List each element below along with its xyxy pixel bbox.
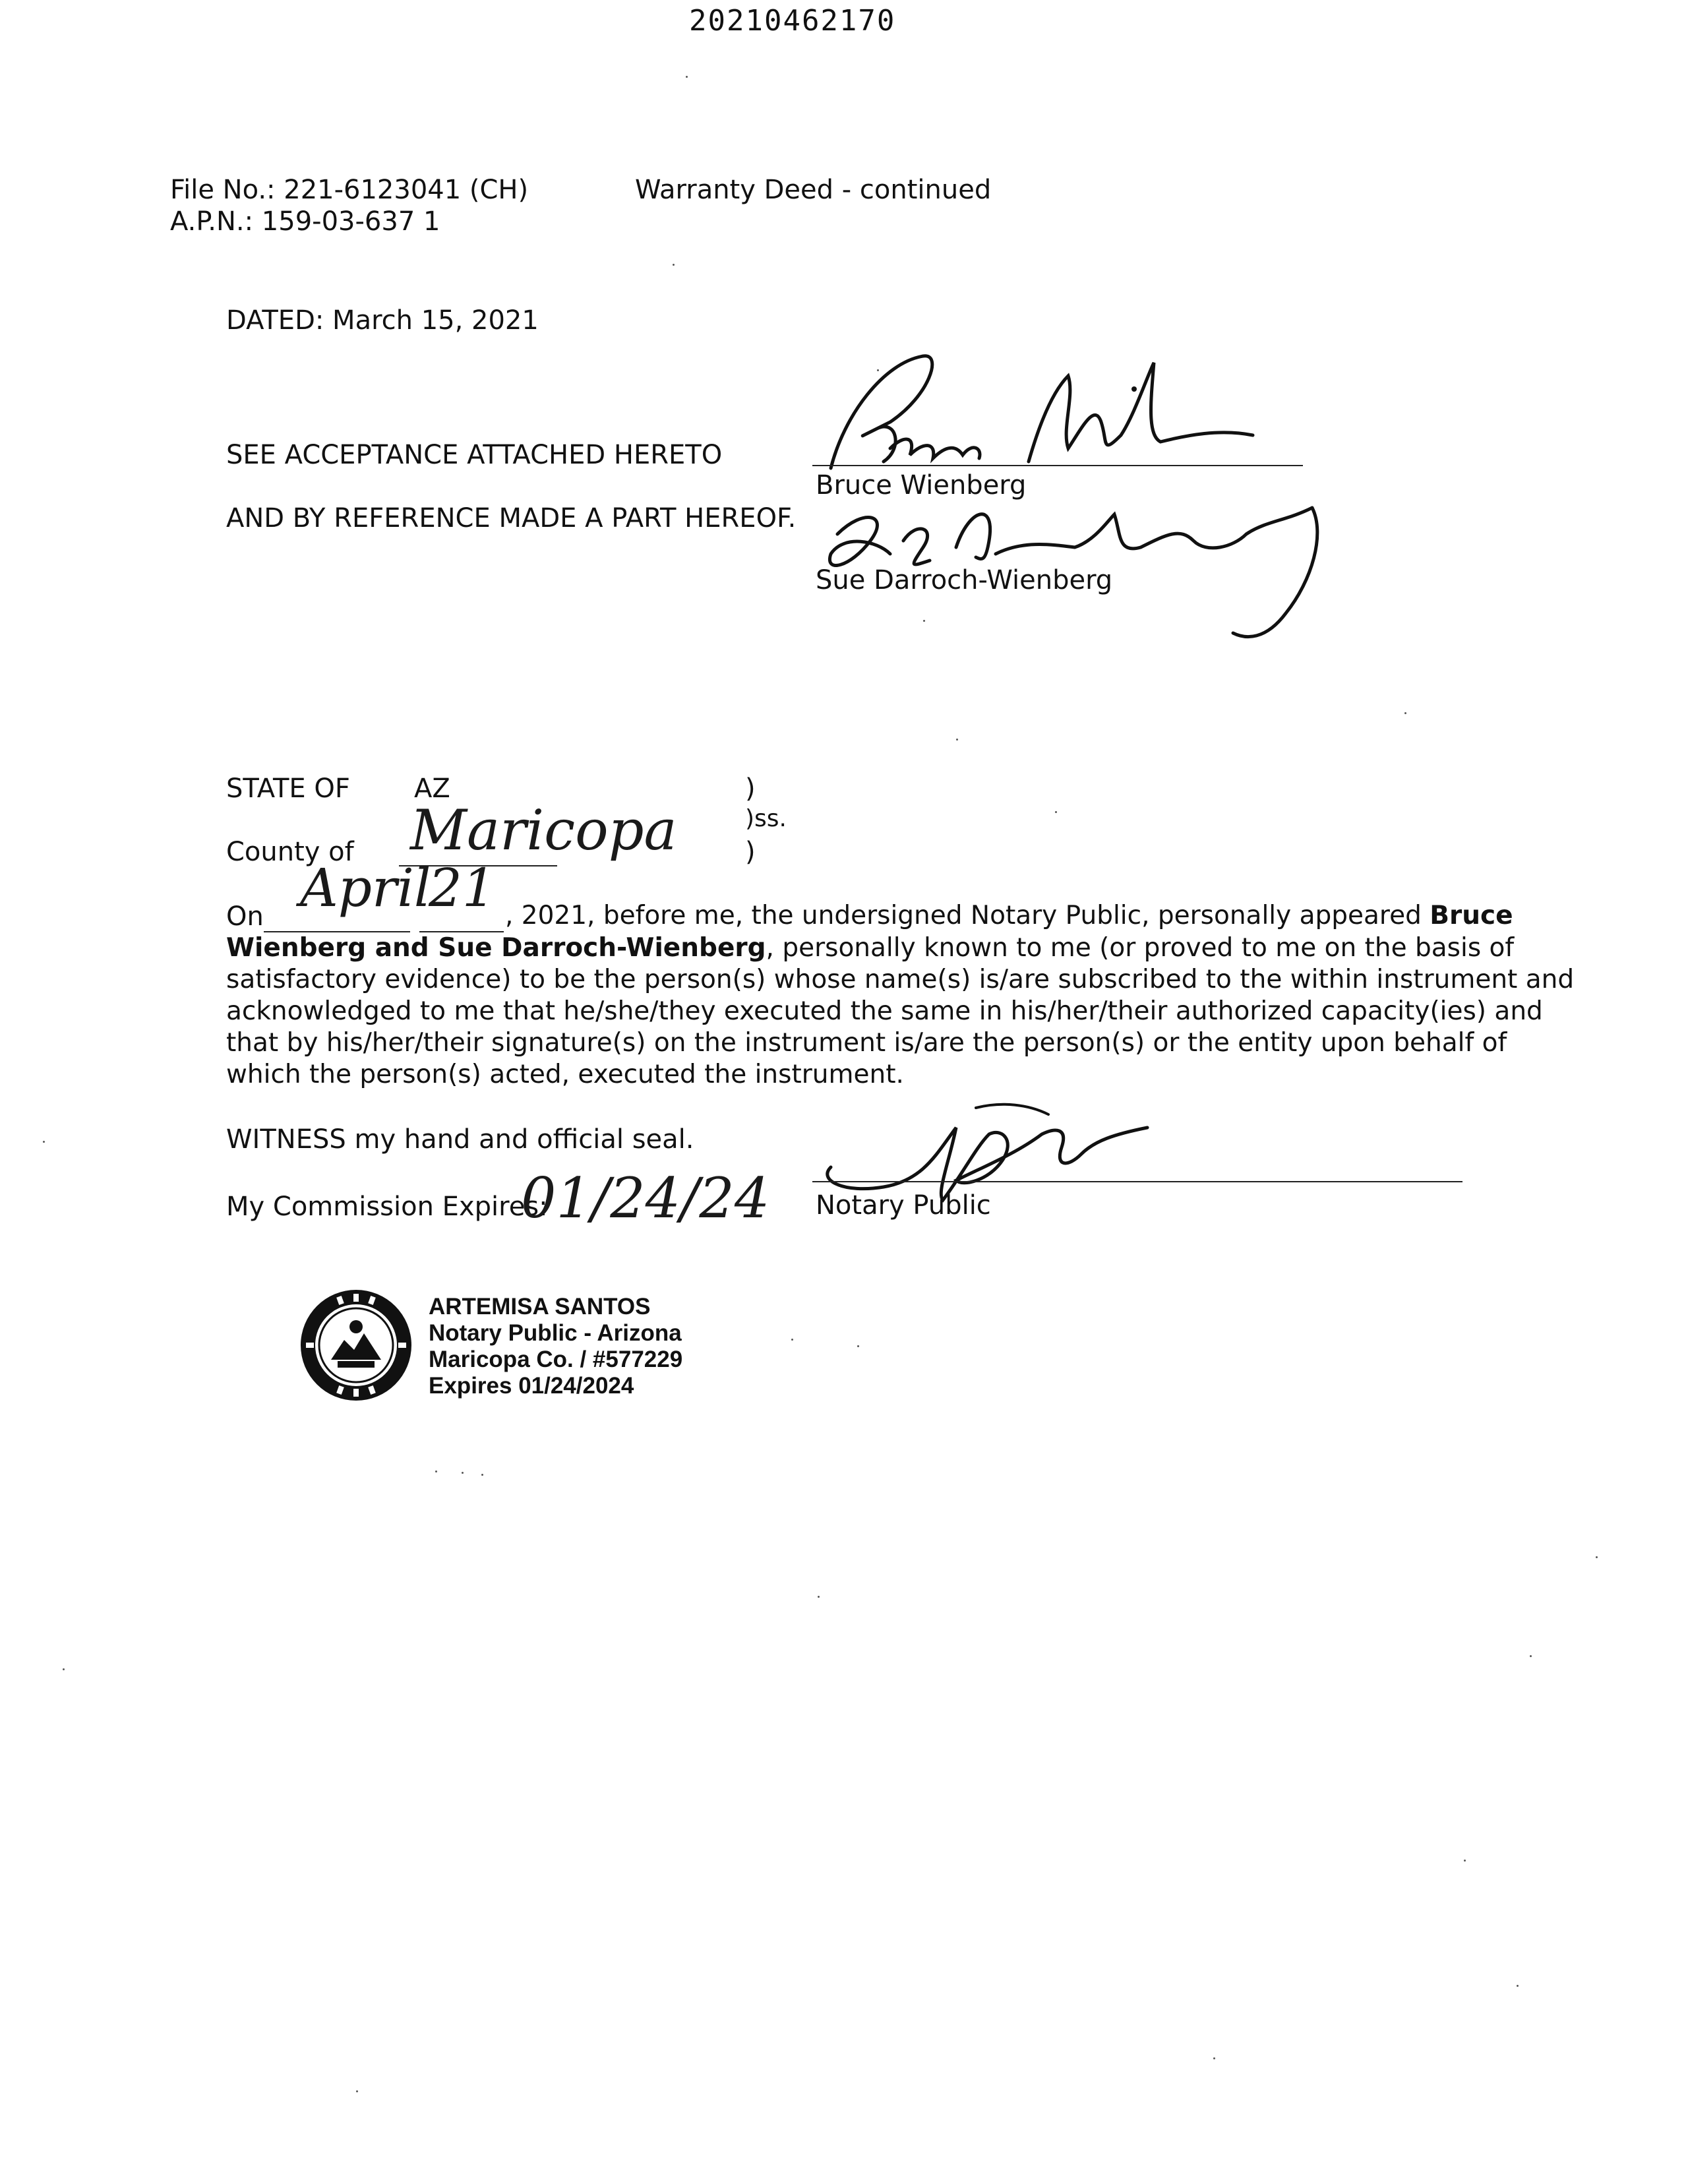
signer2-name: Sue Darroch-Wienberg: [816, 565, 1113, 595]
venue-paren-1: ): [745, 774, 756, 804]
on-label: On: [226, 901, 264, 932]
ack-line-2-bold: Wienberg and Sue Darroch-Wienberg: [226, 933, 766, 963]
venue-paren-3: ): [745, 837, 756, 867]
state-label: STATE OF: [226, 774, 350, 804]
county-label: County of: [226, 837, 354, 867]
ack-line-5: that by his/her/their signature(s) on the instrument is/are the person(s) or the entity upon behalf of: [226, 1028, 1507, 1058]
ack-line-1: [505, 901, 1513, 932]
apn-number: A.P.N.: 159-03-637 1: [170, 206, 440, 237]
commission-date-handwritten: 01/24/24: [521, 1166, 770, 1230]
notary-public-label: Notary Public: [816, 1190, 991, 1221]
month-handwritten: April: [300, 857, 431, 919]
ack-line-4: acknowledged to me that he/she/they executed the same in his/her/their authorized capacity(ies) and: [226, 996, 1543, 1026]
recording-number: 20210462170: [689, 4, 896, 38]
venue-ss: )ss.: [745, 805, 787, 832]
seal-county-commission: Maricopa Co. / #577229: [429, 1347, 683, 1372]
document-title: Warranty Deed - continued: [635, 175, 992, 205]
signer1-signature-line: [812, 465, 1303, 466]
acceptance-line-2: AND BY REFERENCE MADE A PART HEREOF.: [226, 503, 797, 533]
ack-line-1-text: , 2021, before me, the undersigned Notary Public, personally appeared: [505, 901, 1430, 930]
ack-line-2-text: , personally known to me (or proved to me on the basis of: [766, 933, 1515, 963]
notary-signature-line: [812, 1181, 1462, 1182]
dated-line: DATED: March 15, 2021: [226, 305, 539, 336]
ack-line-6: which the person(s) acted, executed the instrument.: [226, 1060, 904, 1089]
seal-expiration: Expires 01/24/2024: [429, 1373, 634, 1399]
county-handwritten: Maricopa: [410, 798, 677, 863]
file-number: File No.: 221-6123041 (CH): [170, 175, 529, 205]
seal-notary-title: Notary Public - Arizona: [429, 1320, 682, 1346]
witness-line: WITNESS my hand and official seal.: [226, 1124, 694, 1155]
seal-notary-name: ARTEMISA SANTOS: [429, 1294, 651, 1320]
acceptance-line-1: SEE ACCEPTANCE ATTACHED HERETO: [226, 440, 723, 470]
signer1-name: Bruce Wienberg: [816, 470, 1027, 501]
day-handwritten: 21: [429, 857, 496, 919]
acknowledgment-paragraph: [226, 932, 1575, 1091]
ack-line-2: [226, 932, 1515, 964]
ack-line-3: satisfactory evidence) to be the person(s) whose name(s) is/are subscribed to the within instrument and: [226, 965, 1575, 994]
ack-line-1-bold: Bruce: [1430, 901, 1513, 930]
commission-label: My Commission Expires:: [226, 1192, 548, 1222]
arizona-state-seal-icon: [298, 1287, 414, 1403]
state-value: AZ: [414, 774, 450, 804]
